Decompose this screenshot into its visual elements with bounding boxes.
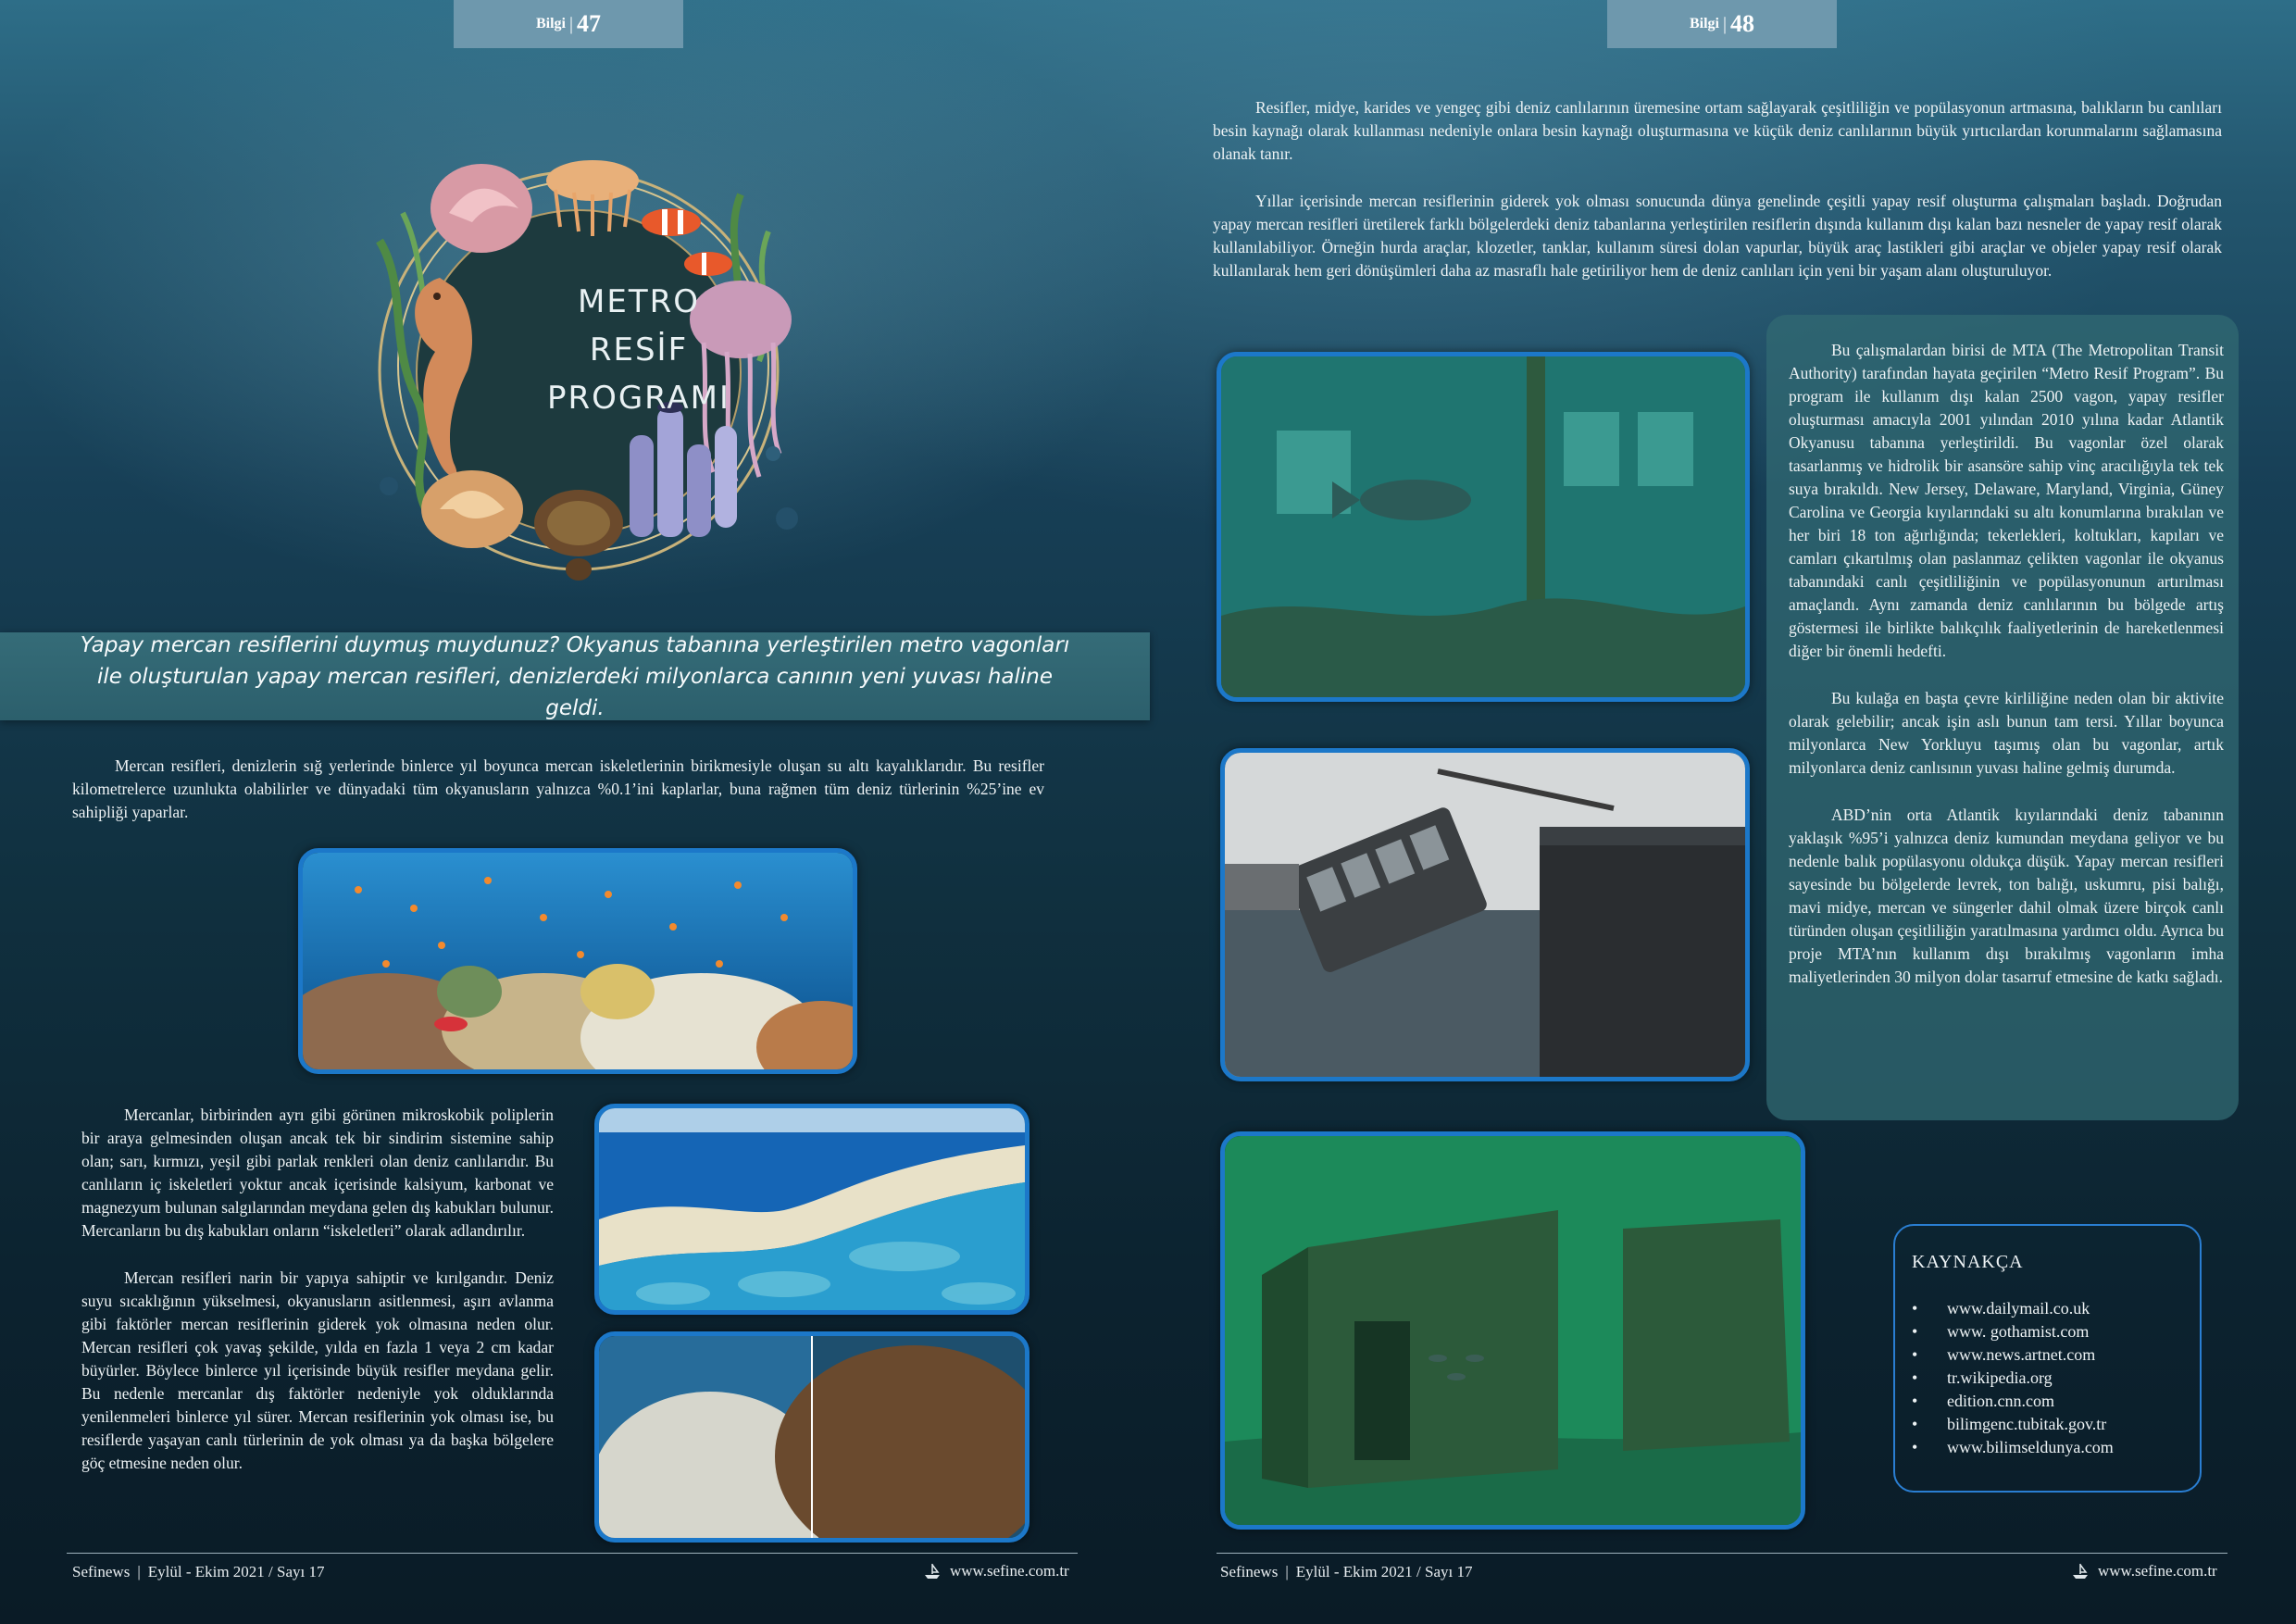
left-column-text [81,1104,554,1475]
fragility-paragraph: Mercan resifleri narin bir yapıya sahiptir ve kırılgandır. Deniz suyu sıcaklığının yükselmesi, okyanusların asitlenmesi, aşırı avlanma gibi faktörler mercan resiflerinin giderek yok olmasına neden olur. Mercan resifleri çok yavaş şekilde, yılda en fazla 1 veya 2 cm kadar büyürler. Böylece binlerce yıl içerisinde büyük resifler meydana gelir. Bu nedenle mercanlar dış faktörler nedeniyle yok olduklarında yenilenmeleri binlerce yıl sürer. Mercan resiflerinin yok olması ise, bu resiflerde yaşayan canlı türlerinin de yok olması ya da başka bölgelere göç etmesine neden olur. [81,1268,554,1472]
footer-site [922,1561,1069,1581]
references-title: KAYNAKÇA [1912,1252,2024,1272]
footer-site-right [2070,1561,2217,1581]
aerial-reef-photo [594,1104,1029,1315]
title-line-1: METRO [578,283,700,320]
page-tab-48 [1607,0,1837,48]
footer-left [72,1563,325,1581]
intro-paragraph: Mercan resifleri, denizlerin sığ yerlerinde binlerce yıl boyunca mercan iskeletlerinin birikmesiyle oluşan su altı kayalıklarıdır. Bu resifler kilometrelerce uzunlukta olabilirler ve dünyadaki tüm okyanusların yalnızca %0.1’ini kaplarlar, buna rağmen tüm deniz türlerinin %25’ine ev sahipliği yaparlar. [72,756,1044,821]
top-text [1213,96,2222,282]
resif-benefit-paragraph: Resifler, midye, karides ve yengeç gibi deniz canlılarının üremesine ortam sağlayarak çeşitliliğin ve popülasyonun artmasına, balıkların bu canlıları besin kaynağı olarak kullanması nedeniyle onlara besin kaynağı oluşturmasına ve küçük deniz canlılarının büyük yırtıcılardan korunmalarını sağlamasına olanak tanır. [1213,98,2222,163]
artificial-reef-paragraph: Yıllar içerisinde mercan resiflerinin giderek yok olması sonucunda dünya genelinde çeşitli yapay resif oluşturma çalışmaları başladı. Doğrudan yapay mercan resifleri üretilerek farklı bölgelerdeki deniz tabanlarına yerleştirilen resiflerin dışında kullanım dışı kalan bazı nesneler de yapay resif olarak kullanılabiliyor. Örneğin hurda araçlar, klozetler, tanklar, kullanım süresi dolan vapurlar, büyük araç lastikleri gibi araçlar ve objeler yapay resif olarak kullanılarak hem geri dönüşümleri daha az masraflı hale getiriliyor hem de deniz canlıları için yeni bir yaşam alanı oluşturuluyor. [1213,192,2222,280]
issue-info: Eylül - Ekim 2021 / Sayı 17 [147,1563,325,1580]
website-url: www.sefine.com.tr [2098,1562,2217,1580]
page-number: 48 [1730,10,1755,37]
page-number: 47 [577,10,602,37]
footer-right [1220,1563,1473,1581]
mta-program-paragraph: Bu çalışmalardan birisi de MTA (The Metropolitan Transit Authority) tarafından hayata geçirilen “Metro Resif Program”. Bu program ile kullanım dışı kalan 2500 vagon, yapay resifler oluşturması amacıyla 2001 yılından 2010 yılına kadar Atlantik Okyanusu tabanına yerleştirildi. Bu vagonlar özel olarak tasarlanmış ve hidrolik bir asansöre sahip vinç aracılığıyla tek tek suya bırakıldı. New Jersey, Delaware, Maryland, Virginia, Güney Carolina ve Georgia kıyılarındaki su altı konumlarına bırakılan ve her biri 18 ton ağırlığında; tekerlekleri, koltukları, kapıları ve camları çıkartılmış olan paslanmaz çelikten vagonlar ile okyanus tabanındaki canlı çeşitliliğinin ve popülasyonunun artırılması amaçlandı. Aynı zamanda deniz canlılarının bu bölgede artış göstermesi ile birlikte balıkçılık faaliyetlerinin de hareketlenmesi diğer bir önemli hedefti. [1789,341,2224,660]
footer-separator: | [137,1563,141,1580]
reference-item[interactable]: • edition.cnn.com [1912,1390,2181,1413]
footer-divider [67,1553,1078,1554]
page-tab-47 [454,0,683,48]
tab-separator: | [569,13,574,34]
footer-divider-right [1217,1553,2227,1554]
references-list [1912,1297,2181,1459]
panel-text [1789,339,2224,989]
title-line-2: RESİF [589,331,689,369]
magazine-name: Sefinews [72,1563,131,1580]
coral-reef-photo [298,848,857,1074]
reference-item[interactable]: • www.dailymail.co.uk [1912,1297,2181,1320]
bleached-coral-photo [594,1331,1029,1543]
intro-banner [0,632,1150,720]
magazine-name: Sefinews [1220,1563,1279,1580]
atlantic-paragraph: ABD’nin orta Atlantik kıyılarındaki deniz tabanının yaklaşık %95’i yalnızca deniz kumundan meydana geliyor ve bu nedenle balık popülasyonu oldukça düşük. Yapay mercan resifleri sayesinde bu bölgelerde levrek, ton balığı, uskumru, pisi balığı, mavi midye, mercan ve süngerler dahil olmak üzere birçok canlı türünden oluşan çeşitliliğin yaratılmasına yardımcı oldu. Ayrıca bu proje MTA’nın kullanım dışı bırakılmış vagonların imha maliyetlerinden 30 milyon dolar tasarruf etmesine de katkı sağladı. [1789,806,2224,986]
shell-icon [430,164,532,253]
wagon-drop-photo [1220,748,1750,1081]
metro-resif-title [481,278,796,422]
pollution-paragraph: Bu kulağa en başta çevre kirliliğine neden olan bir aktivite olarak gelebilir; ancak işin aslı bunun tam tersi. Yıllar boyunca milyonlarca New Yorkluyu taşımış olan bu vagonlar, artık milyonlarca deniz canlısının yuvası haline gelmiş durumda. [1789,689,2224,777]
intro-paragraph-block [72,755,1044,824]
website-url: www.sefine.com.tr [950,1562,1069,1580]
issue-info: Eylül - Ekim 2021 / Sayı 17 [1295,1563,1473,1580]
references-box [1893,1224,2202,1493]
reference-item[interactable]: • tr.wikipedia.org [1912,1367,2181,1390]
ship-logo-icon [922,1561,942,1581]
tab-label: Bilgi [1689,16,1719,31]
wagon-interior-photo [1217,352,1750,702]
tab-label: Bilgi [535,16,566,31]
jellyfish-top-icon [546,160,639,236]
title-line-3: PROGRAMI [546,380,731,417]
banner-text: Yapay mercan resiflerini duymuş muydunuz? Okyanus tabanına yerleştirilen metro vagonları ile oluşturulan yapay mercan resifleri, denizlerdeki milyonlarca canının yeni yuvası haline geldi. [80,632,1070,720]
footer-separator: | [1285,1563,1289,1580]
reference-item[interactable]: • bilimgenc.tubitak.gov.tr [1912,1413,2181,1436]
tab-separator: | [1723,13,1728,34]
reference-item[interactable]: • www.news.artnet.com [1912,1343,2181,1367]
reference-item[interactable]: • www.bilimseldunya.com [1912,1436,2181,1459]
overgrown-wagon-photo [1220,1131,1805,1530]
ship-logo-icon [2070,1561,2090,1581]
corals-paragraph: Mercanlar, birbirinden ayrı gibi görünen mikroskobik poliplerin bir araya gelmesinden oluşan ancak tek bir sindirim sistemine sahip olan; sarı, kırmızı, yeşil gibi parlak renkleri olan deniz canlılarıdır. Bu canlıların iç iskeletleri yoktur ancak içerisinde kalsiyum, karbonat ve magnezyum bulunan salgılarından meydana gelen dış kabukları bulunur. Mercanların bu dış kabukları onların “iskeletleri” olarak adlandırılır. [81,1106,554,1240]
nautilus-icon [421,470,523,548]
reference-item[interactable]: • www. gothamist.com [1912,1320,2181,1343]
